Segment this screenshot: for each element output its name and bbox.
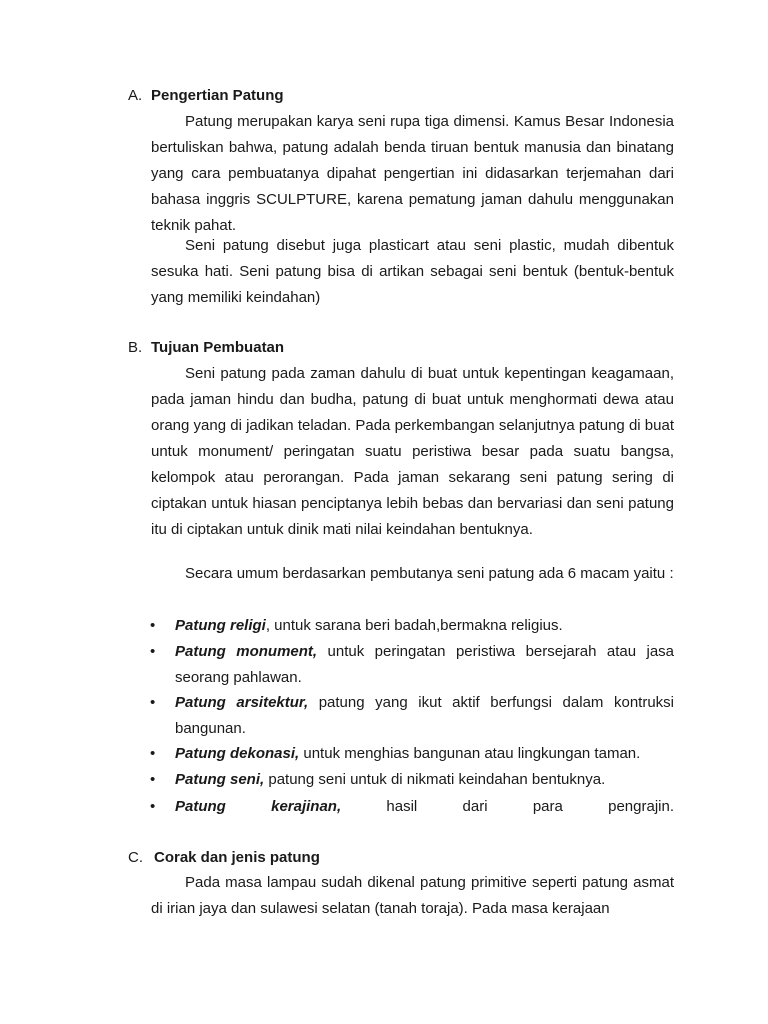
- section-c-title: Corak dan jenis patung: [154, 849, 320, 866]
- bullet-text: [175, 741, 674, 767]
- bullet-desc: patung yang ikut aktif berfungsi dalam kontruksi bangunan.: [175, 694, 675, 737]
- bullet-term: Patung religi: [175, 617, 266, 634]
- section-c-letter: C.: [128, 849, 143, 866]
- section-b-paragraph-2: Secara umum berdasarkan pembutanya seni patung ada 6 macam yaitu :: [185, 565, 674, 582]
- section-b-paragraph-1: Seni patung pada zaman dahulu di buat untuk kepentingan keagamaan, pada jaman hindu dan budha, patung di buat untuk menghormati dewa atau orang yang di jadikan teladan. Pada perkembangan selanjutnya patung di buat untuk monument/ peringatan suatu peristiwa besar pada suatu bangsa, kelompok atau perorangan. Pada jaman sekarang seni patung sering di ciptakan untuk hiasan penciptanya lebih bebas dan bervariasi dan seni patung itu di ciptakan untuk dinik mati nilai keindahan bentuknya.: [151, 365, 674, 538]
- bullet-term: Patung dekonasi,: [175, 745, 300, 762]
- bullet-term: Patung kerajinan,: [175, 798, 342, 815]
- section-a-title: Pengertian Patung: [151, 87, 284, 104]
- bullet-icon: •: [150, 798, 156, 815]
- bullet-icon: •: [150, 771, 156, 788]
- section-a-paragraph-2: Seni patung disebut juga plasticart atau seni plastic, mudah dibentuk sesuka hati. Seni patung bisa di artikan sebagai seni bentuk (bentuk-bentuk yang memiliki keindahan): [151, 237, 674, 306]
- bullet-icon: •: [150, 643, 156, 660]
- bullet-term: Patung monument,: [175, 643, 318, 660]
- bullet-icon: •: [150, 617, 156, 634]
- bullet-desc: untuk peringatan peristiwa bersejarah atau jasa seorang pahlawan.: [175, 643, 674, 686]
- bullet-icon: •: [150, 745, 156, 762]
- bullet-text: [175, 690, 674, 742]
- bullet-icon: •: [150, 694, 156, 711]
- bullet-text: [175, 794, 674, 820]
- section-c-paragraph-1: Pada masa lampau sudah dikenal patung primitive seperti patung asmat di irian jaya dan sulawesi selatan (tanah toraja). Pada masa kerajaan: [151, 874, 674, 917]
- section-b-letter: B.: [128, 339, 143, 356]
- bullet-desc: patung seni untuk di nikmati keindahan bentuknya.: [264, 771, 606, 788]
- bullet-text: [175, 767, 674, 793]
- section-a-letter: A.: [128, 87, 143, 104]
- section-b-title: Tujuan Pembuatan: [151, 339, 285, 356]
- bullet-text: [175, 639, 674, 691]
- bullet-desc: untuk menghias bangunan atau lingkungan taman.: [299, 745, 641, 762]
- bullet-desc: hasil dari para pengrajin.: [341, 798, 674, 815]
- bullet-desc: , untuk sarana beri badah,bermakna religius.: [265, 617, 563, 634]
- bullet-term: Patung seni,: [175, 771, 265, 788]
- bullet-term: Patung arsitektur,: [175, 694, 309, 711]
- bullet-text: [175, 613, 674, 639]
- section-a-paragraph-1: Patung merupakan karya seni rupa tiga dimensi. Kamus Besar Indonesia bertuliskan bahwa, patung adalah benda tiruan bentuk manusia dan binatang yang cara pembuatanya dipahat pengertian ini didasarkan terjemahan dari bahasa inggris SCULPTURE, karena pematung jaman dahulu menggunakan teknik pahat.: [151, 113, 674, 234]
